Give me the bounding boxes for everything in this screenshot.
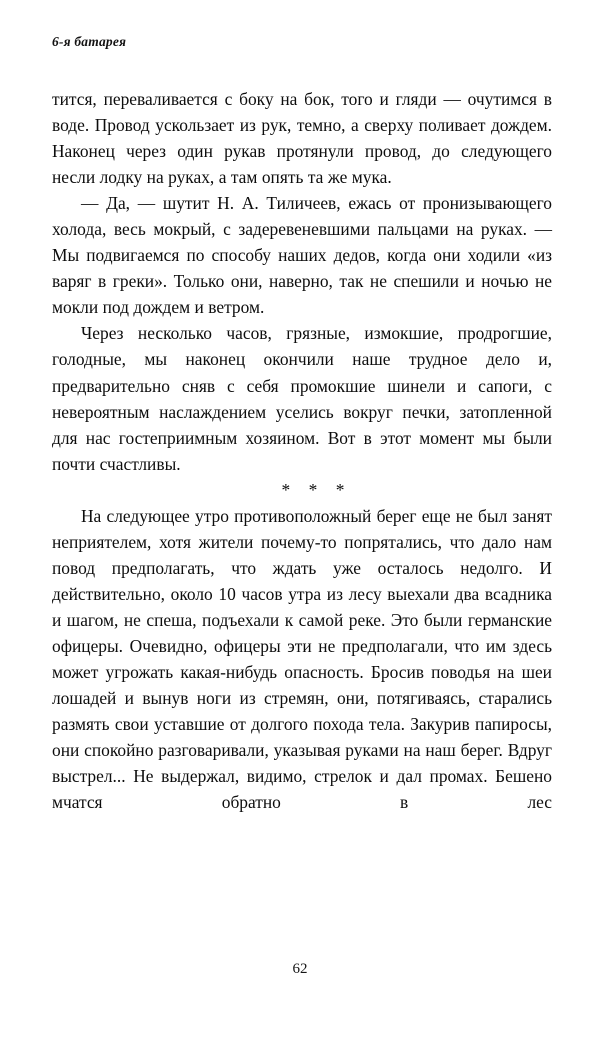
paragraph: Через несколько часов, грязные, измокшие, продрогшие, голодные, мы наконец окончили наше трудное дело и, предварительно сняв с себя промокшие шинели и сапоги, с невероятным наслаждением уселись вокруг печки, затопленной для нас гостеприимным хозяином. Вот в этот момент мы были почти счастливы. [52,323,552,474]
paragraph: — Да, — шутит Н. А. Тиличеев, ежась от пронизывающего холода, весь мокрый, с задеревеневшими пальцами на руках. — Мы подвигаемся по способу наших дедов, когда они ходили «из варяг в греки». Только они, наверно, так не спешили и ночью не мокли под дождем и ветром. [52,193,552,318]
page-number: 62 [292,961,308,977]
paragraph: На следующее утро противоположный берег еще не был занят неприятелем, хотя жители почему-то попрятались, что дало нам повод предполагать, что ждать уже осталось недолго. И действительно, около 10 часов утра из лесу выехали два всадника и шагом, не спеша, подъехали к самой реке. Это были германские офицеры. Очевидно, офицеры эти не предполагали, что им здесь может угрожать какая-нибудь опасность. Бросив поводья на шеи лошадей и вынув ноги из стремян, они, потягиваясь, старались размять свои уставшие от долгого похода тела. Закурив папиросы, они спокойно разговаривали, указывая руками на наш берег. Вдруг выстрел... Не выдержал, видимо, стрелок и дал промах. Бешено мчатся обратно в лес [52,505,552,813]
running-head: 6-я батарея [52,34,127,49]
paragraph: тится, переваливается с боку на бок, того и гляди — очутимся в воде. Провод ускользает из рук, темно, а сверху поливает дождем. Наконец через один рукав протянули провод, до следующего несли лодку на руках, а там опять та же мука. [52,89,552,188]
section-separator: * * * [281,479,352,500]
body-text-block [52,86,552,815]
